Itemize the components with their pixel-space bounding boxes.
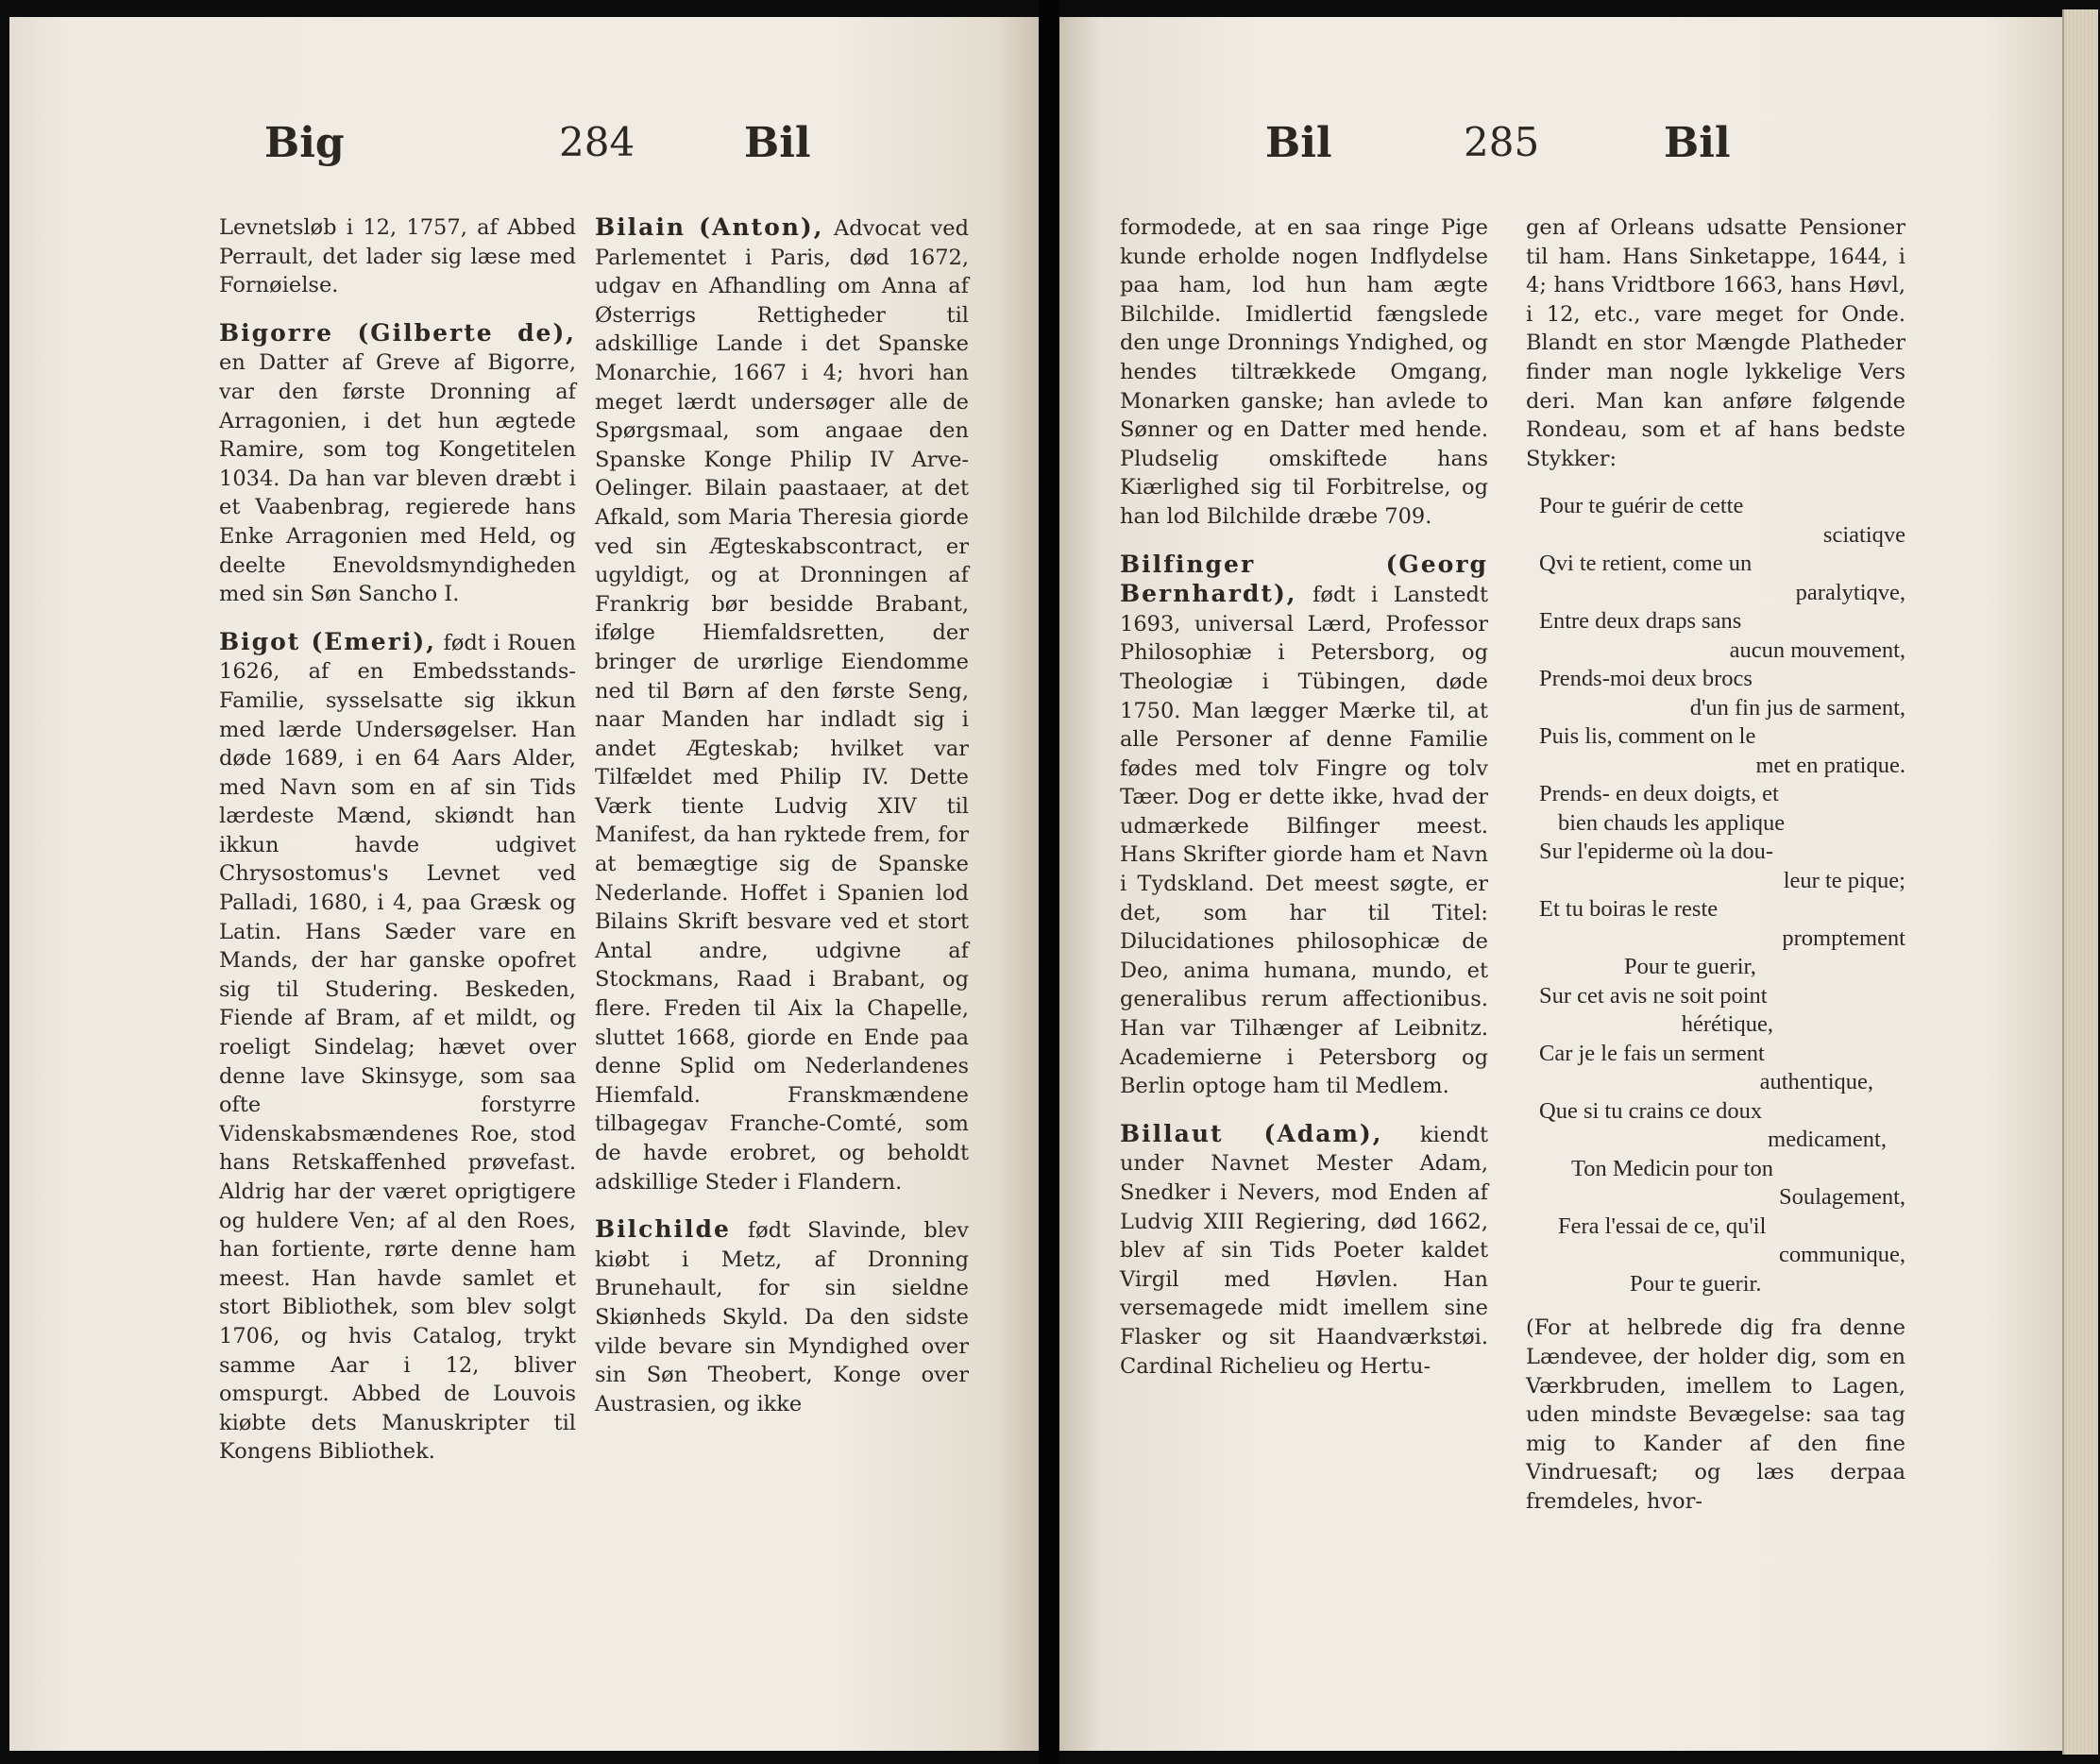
verse-line: Sur cet avis ne soit point	[1539, 982, 1768, 1009]
right-running-head	[1059, 119, 2062, 204]
entry-bigot: Bigot (Emeri), født i Rouen 1626, af en Embedsstands-Familie, sysselsatte sig ikkun med lærde Undersøgelser. Han døde 1689, i en 64 Aars Alder, med Navn som en af sin Tids lærdeste Mænd, skiøndt han ikkun havde udgivet Chrysostomus's Levnet ved Palladi, 1680, i 4, paa Græsk og Latin. Hans Sæder vare en Mands, der har ganske opofret sig til Studering. Beskeden, Fiende af Bram, af et mildt, og roeligt Sindelag; hævet over denne lave Skinsyge, som saa ofte forstyrre Videnskabsmændenes Roe, stod hans Retskaffenhed prøvefast. Aldrig har der været oprigtigere og huldere Ven; af al den Roes, han fortiente, rørte denne ham meest. Han havde samlet et stort Bibliothek, som blev solgt 1706, og hvis Catalog, trykt samme Aar i 12, bliver omspurgt. Abbed de Louvois kiøbte dets Manuskripter til Kongens Bibliothek.	[219, 627, 576, 1465]
entry-continuation: formodede, at en saa ringe Pige kunde erholde nogen Indflydelse paa ham, lod hun ham ægte Bilchilde. Imidlertid fængslede den unge Dronnings Yndighed, og hendes tiltrækkede Omgang, Monarken ganske; han avlede to Sønner og en Datter med hende. Pludselig omskiftede hans Kiærlighed sig til Forbitrelse, og han lod Bilchilde dræbe 709.	[1120, 215, 1488, 529]
right-head-word-left: Bil	[1265, 119, 1332, 167]
left-page-number: 284	[559, 119, 635, 165]
left-head-word-right: Bil	[744, 119, 811, 167]
verse-line: Pour te guérir de cette	[1539, 493, 1744, 519]
verse-line: Prends- en deux doigts, et	[1539, 781, 1779, 807]
verse-line: Entre deux draps sans	[1539, 608, 1742, 635]
verse-line: Fera l'essai de ce, qu'il	[1558, 1213, 1767, 1239]
entry-bigorre: Bigorre (Gilberte de), en Datter af Greve af Bigorre, var den første Dronning af Arragonien, i det hun ægtede Ramire, som tog Kongetitelen 1034. Da han var bleven dræbt i et Vaabenbrag, regierede hans Enke Arragonien med Held, og deelte Enevoldsmyndigheden med sin Søn Sancho I.	[219, 318, 576, 607]
verse-line: Ton Medicin pour ton	[1571, 1155, 1773, 1181]
verse-line: paralytiqve,	[1795, 579, 1905, 605]
verse-line: sciatiqve	[1822, 521, 1905, 548]
verse-line: met en pratique.	[1755, 752, 1905, 778]
headword: Bilchilde	[595, 1215, 731, 1244]
verse-line: Sur l'epiderme où la dou-	[1539, 839, 1773, 865]
verse-line: Pour te guerir,	[1624, 954, 1756, 980]
left-column-1	[219, 213, 576, 1485]
entry-bilain: Bilain (Anton), Advocat ved Parlementet i Paris, død 1672, udgav en Afhandling om Anna af Østerrigs Rettigheder til adskillige Lande i det Spanske Monarchie, 1667 i 4; hvori han meget lærdt undersøger alle de Spørgsmaal, som angaae den Spanske Konge Philip IV Arve-Oelinger. Bilain paastaaer, at det Afkald, som Maria Theresia giorde ved sin Ægteskabscontract, er ugyldigt, og at Dronningen af Frankrig bør besidde Brabant, ifølge Hiemfaldsretten, der bringer de urørlige Eiendomme ned til Børn af den første Seng, naar Manden har indladt sig i andet Ægteskab; hvilket var Tilfældet med Philip IV. Dette Værk tiente Ludvig XIV til Manifest, da han ryktede frem, for at bemægtige sig de Spanske Nederlande. Hoffet i Spanien lod Bilains Skrift besvare ved et stort Antal andre, udgivne af Stockmans, Raad i Brabant, og flere. Freden til Aix la Chapelle, sluttet 1668, giorde en Ende paa denne Splid om Nederlandenes Hiemfald. Franskmændene tilbagegav Franche-Comté, som de havde erobret, og beholdt adskillige Steder i Flandern.	[595, 213, 969, 1195]
headword: Bigorre (Gilberte de),	[219, 318, 576, 347]
verse-line: bien chauds les applique	[1558, 809, 1786, 836]
rondeau-intro: gen af Orleans udsatte Pensioner til ham. Hans Sinketappe, 1644, i 4; hans Vridtbore 1663, hans Høvl, i 12, etc., vare meget for Onde. Blandt en stor Mængde Platheder finder man nogle lykkelige Vers deri. Man kan anføre følgende Rondeau, som et af hans bedste Stykker:	[1526, 215, 1905, 471]
rondeau-verse	[1526, 492, 1905, 1298]
entry-bilfinger: Bilfinger (Georg Bernhardt), født i Lanstedt 1693, universal Lærd, Professor Philosophiæ i Petersborg, og Theologiæ i Tübingen, døde 1750. Man lægger Mærke til, at alle Personer af denne Familie fødes med tolv Fingre og tolv Tæer. Dog er dette ikke, hvad der udmærkede Bilfinger meest. Hans Skrifter giorde ham et Navn i Tydskland. Det meest søgte, er det, som har til Titel: Dilucidationes philosophicæ de Deo, anima humana, mundo, et generalibus rerum affectionibus. Han var Tilhænger af Leibnitz. Academierne i Petersborg og Berlin optoge ham til Medlem.	[1120, 550, 1488, 1099]
verse-line: Puis lis, comment on le	[1539, 723, 1756, 750]
verse-line: Prends-moi deux brocs	[1539, 666, 1753, 692]
verse-line: Soulagement,	[1778, 1184, 1905, 1211]
entry-billaut: Billaut (Adam), kiendt under Navnet Mester Adam, Snedker i Nevers, mod Enden af Ludvig XIII Regiering, død 1662, blev af sin Tids Poeter kaldet Virgil med Høvlen. Han versemagede midt imellem sine Flasker og sit Haandværkstøi. Cardinal Richelieu og Hertu-	[1120, 1119, 1488, 1379]
right-head-word-right: Bil	[1664, 119, 1731, 167]
verse-line: Qvi te retient, come un	[1539, 551, 1753, 577]
entry-continuation: Levnetsløb i 12, 1757, af Abbed Perrault, det lader sig læse med Fornøielse.	[219, 215, 576, 298]
rondeau-translation: (For at helbrede dig fra denne Lændevee, der holder dig, som en Værkbruden, imellem to Lagen, uden mindste Bevægelse: saa tag mig to Kander af den fine Vindruesaft; og læs derpaa fremdeles, hvor-	[1526, 1315, 1905, 1514]
headword: Bilain (Anton),	[595, 213, 824, 241]
entry-bilchilde: Bilchilde født Slavinde, blev kiøbt i Metz, af Dronning Brunehault, for sin sieldne Skiønheds Skyld. Da den sidste vilde bevare sin Myndighed over sin Søn Theobert, Konge over Austrasien, og ikke	[595, 1215, 969, 1416]
right-column-2	[1526, 213, 1905, 1535]
headword: Billaut (Adam),	[1120, 1119, 1383, 1147]
book-gutter	[1039, 0, 1059, 1764]
verse-line: aucun mouvement,	[1729, 636, 1905, 663]
verse-line: Pour te guerir.	[1630, 1270, 1762, 1297]
right-page-number: 285	[1464, 119, 1540, 165]
verse-line: leur te pique;	[1783, 867, 1905, 893]
right-column-1	[1120, 213, 1488, 1399]
verse-line: medicament,	[1768, 1127, 1887, 1153]
verse-line: authentique,	[1759, 1069, 1873, 1095]
left-page	[9, 17, 1039, 1751]
verse-line: Que si tu crains ce doux	[1539, 1097, 1763, 1124]
verse-line: communique,	[1778, 1242, 1905, 1268]
left-running-head	[9, 119, 1039, 204]
verse-line: d'un fin jus de sarment,	[1689, 694, 1905, 721]
page-edges	[2062, 9, 2098, 1755]
verse-line: Car je le fais un serment	[1539, 1040, 1765, 1066]
left-head-word-left: Big	[264, 119, 345, 167]
headword: Bilfinger (Georg Bernhardt),	[1120, 550, 1488, 608]
verse-line: promptement	[1782, 924, 1905, 951]
verse-line: Et tu boiras le reste	[1539, 896, 1719, 923]
verse-line: hérétique,	[1681, 1011, 1773, 1038]
left-column-2	[595, 213, 969, 1437]
right-page	[1059, 17, 2062, 1751]
headword: Bigot (Emeri),	[219, 627, 436, 655]
